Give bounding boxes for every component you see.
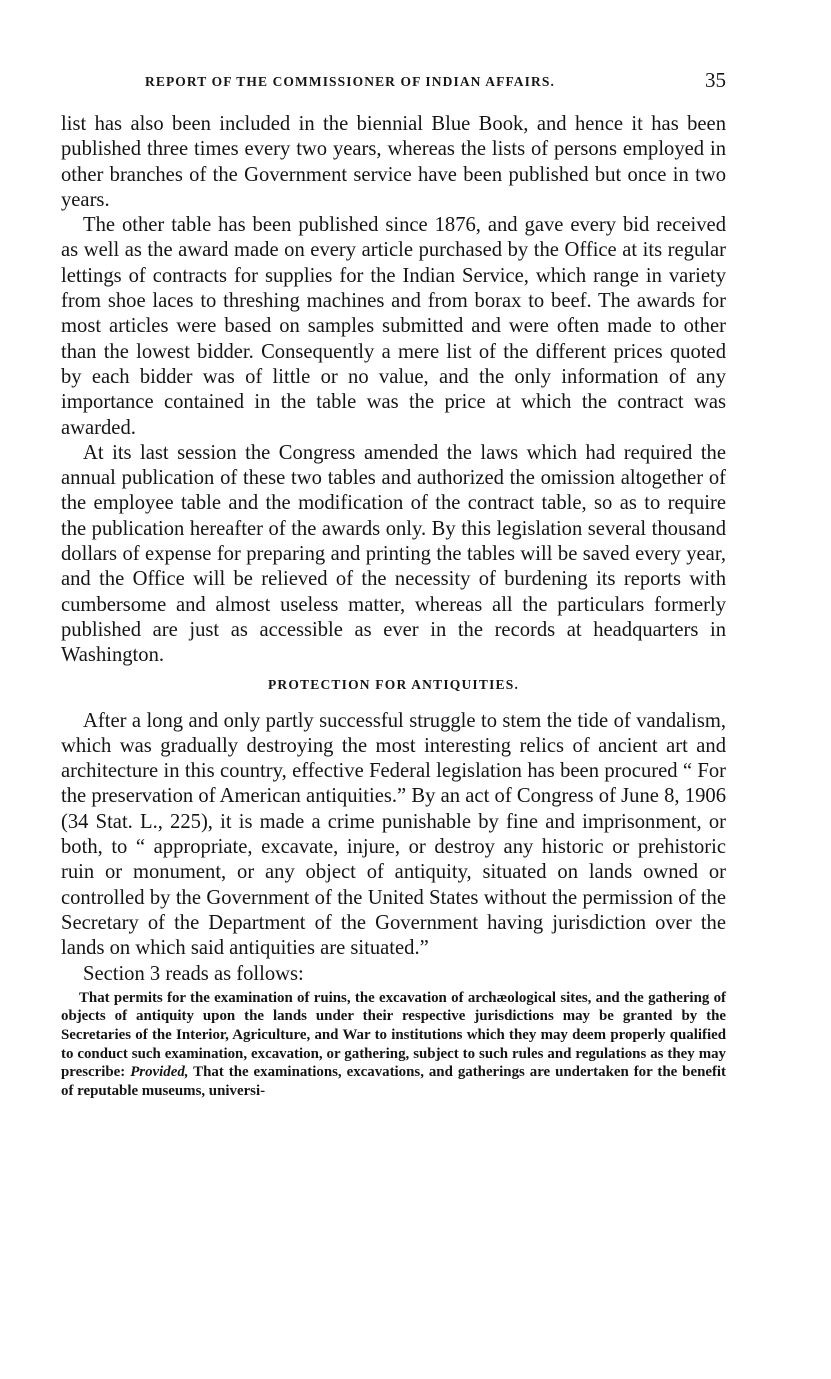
paragraph-blue-book: list has also been included in the biennial Blue Book, and hence it has been published three times every two years, whereas the lists of persons employed in other branches of the Government service have been published but once in two years. [61,113,726,211]
extract-text-end: That the examinations, excavations, and gatherings are undertaken for the benefit of reputable museums, universi- [61,1064,727,1099]
paragraph-contract-table: The other table has been published since 1876, and gave every bid received as well as the award made on every article purchased by the Office at its regular lettings of contracts for supplies for the Indian Service, which range in variety from shoe laces to threshing machines and from borax to beef. The awards for most articles were based on samples submitted and were often made to other than the lowest bidder. Consequently a mere list of the different prices quoted by each bidder was of little or no value, and the only information of any importance contained in the table was the price at which the contract was awarded. [61,214,726,439]
extract-text-start: That permits for the examination of ruins, the excavation of archæological sites, and the gathering of objects of antiquity upon the lands under their respective jurisdictions may be granted by the Secretaries of the Interior, Agriculture, and War to institutions which they may deem properly qualified to conduct such examination, excavation, or gathering, subject to such rules and regulations as they may prescribe: [61,989,726,1081]
paragraph-antiquities-act: After a long and only partly successful struggle to stem the tide of vandalism, which was gradually destroying the most interesting relics of ancient art and architecture in this country, effective Federal legislation has been procured “ For the preservation of American antiquities.” By an act of Congress of June 8, 1906 (34 Stat. L., 225), it is made a crime punishable by fine and imprisonment, or both, to “ appropriate, excavate, injure, or destroy any historic or prehistoric ruin or monument, or any object of antiquity, situated on lands owned or controlled by the Government of the United States without the permission of the Secretary of the Department of the Government having jurisdiction over the lands on which said antiquities are situated.” [61,709,726,960]
running-head-title: REPORT OF THE COMMISSIONER OF INDIAN AFFAIRS. [145,74,555,89]
page-number: 35 [705,68,726,92]
running-head [61,66,726,100]
body-text [61,112,726,987]
section-spacer [61,698,726,709]
document-page [61,66,726,1100]
paragraph-congress-amendment: At its last session the Congress amended the laws which had required the annual publication of these two tables and authorized the omission altogether of the employee table and the modification of the contract table, so as to require the publication hereafter of the awards only. By this legislation several thousand dollars of expense for preparing and printing the tables will be saved every year, and the Office will be relieved of the necessity of burdening its reports with cumbersome and almost useless matter, whereas all the particulars formerly published are just as accessible as ever in the records at headquarters in Washington. [61,441,726,667]
extract-italic-provided: Provided, [130,1064,189,1081]
section-heading: PROTECTION FOR ANTIQUITIES. [267,676,520,692]
paragraph-section-3-lead-in: Section 3 reads as follows: [83,962,304,985]
quoted-extract [61,989,726,1101]
